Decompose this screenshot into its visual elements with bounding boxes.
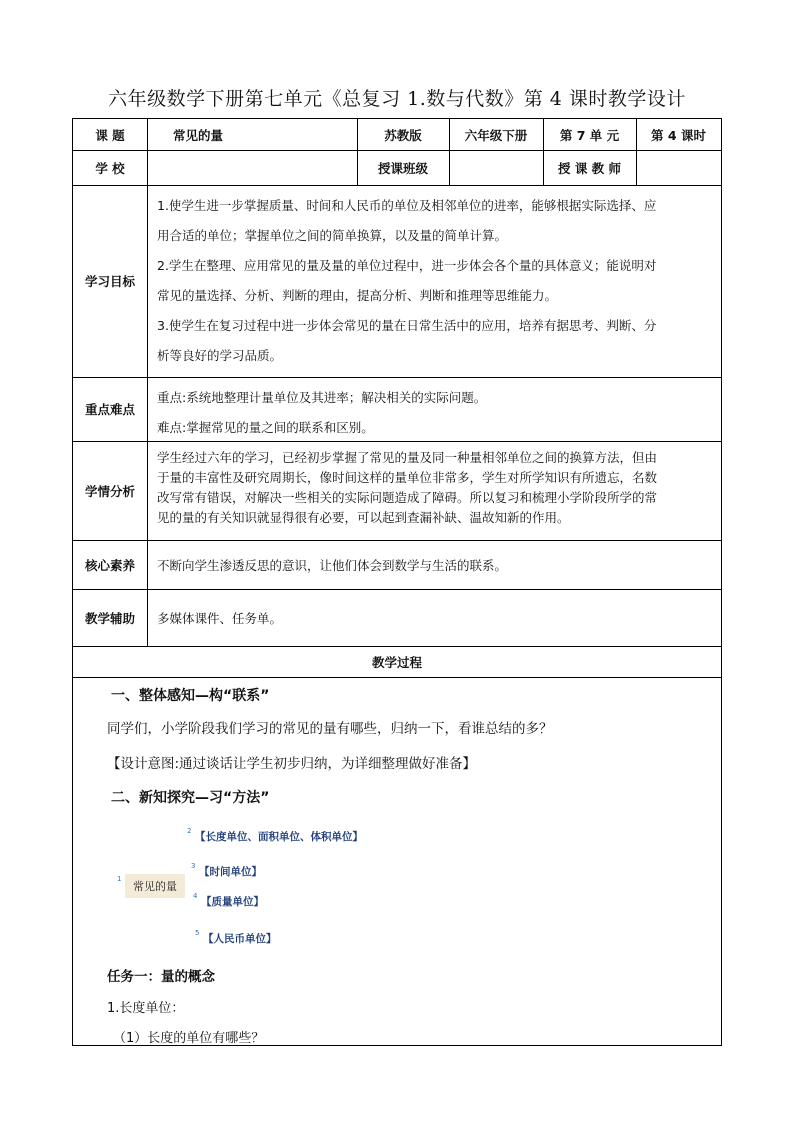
aid-text: 多媒体课件、任务单。 xyxy=(157,610,283,626)
label-key-points: 重点难点 xyxy=(84,402,135,417)
label-goals: 学习目标 xyxy=(84,274,135,289)
label-aid: 教学辅助 xyxy=(84,610,135,626)
label-class: 授课班级 xyxy=(377,160,428,176)
unit: 第 7 单 元 xyxy=(559,127,620,143)
mm-num-1: 1 xyxy=(117,875,122,883)
school-value xyxy=(153,150,353,185)
grade: 六年级下册 xyxy=(464,127,528,143)
mm-num-3: 3 xyxy=(191,862,196,870)
task-1-line-1: 1.长度单位： xyxy=(107,1001,185,1016)
mm-item-mass: 【质量单位】 xyxy=(201,896,264,908)
label-process: 教学过程 xyxy=(371,654,422,670)
label-topic: 课 题 xyxy=(95,127,125,143)
edition: 苏教版 xyxy=(384,127,422,143)
mm-num-5: 5 xyxy=(195,929,200,937)
label-teacher: 授 课 教 师 xyxy=(557,160,622,176)
mm-item-time: 【时间单位】 xyxy=(199,866,262,878)
section-1-question: 同学们，小学阶段我们学习的常见的量有哪些，归纳一下，看谁总结的多？ xyxy=(107,721,553,737)
mm-num-2: 2 xyxy=(187,827,192,835)
mm-item-length: 【长度单位、面积单位、体积单位】 xyxy=(195,831,363,843)
section-2-heading: 二、新知探究—习“方法” xyxy=(111,790,270,806)
lesson-number: 第 4 课时 xyxy=(651,127,706,143)
teacher-value xyxy=(639,150,719,185)
mm-num-4: 4 xyxy=(193,892,198,900)
task-1-heading: 任务一：量的概念 xyxy=(107,969,215,985)
label-analysis: 学情分析 xyxy=(84,483,135,499)
lesson-plan-table xyxy=(72,118,722,1046)
document-title: 六年级数学下册第七单元《总复习 1.数与代数》第 4 课时教学设计 xyxy=(108,88,686,110)
topic-value: 常见的量 xyxy=(173,127,224,143)
design-intent: 【设计意图:通过谈话让学生初步归纳，为详细整理做好准备】 xyxy=(107,756,477,772)
label-core: 核心素养 xyxy=(84,557,135,573)
core-text: 不断向学生渗透反思的意识，让他们体会到数学与生活的联系。 xyxy=(157,557,508,573)
class-value xyxy=(453,150,541,185)
section-1-heading: 一、整体感知—构“联系” xyxy=(111,688,270,704)
mm-item-money: 【人民币单位】 xyxy=(203,933,277,945)
analysis-text: 学生经过六年的学习，已经初步掌握了常见的量及同一种量相邻单位之间的换算方法，但由 于量的丰富性及研究周期长，像时间这样的量单位非常多，学生对所学知识有所遗忘，名数 改写常有错误，对解决一些相关的实际问题造成了障碍。所以复习和梳理小学阶段所学的常 见的量的有关知识就显得很有必要，可以起到查漏补缺、温故知新的作用。 xyxy=(157,450,658,525)
key-points-text: 重点:系统地整理计量单位及其进率；解决相关的实际问题。 难点:掌握常见的量之间的联系和区别。 xyxy=(157,390,487,435)
goals-text: 1.使学生进一步掌握质量、时间和人民币的单位及相邻单位的进率，能够根据实际选择、应 用合适的单位；掌握单位之间的简单换算，以及量的简单计算。 2.学生在整理、应用常见的量及量的单位过程中，进一步体会各个量的具体意义；能说明对 常见的量选择、分析、判断的理由，提高分析、判断和推理等思维能力。 3.使学生在复习过程中进一步体会常见的量在日常生活中的应用，培养有据思考、判断、分 析等良好的学习品质。 xyxy=(157,198,657,363)
label-school: 学 校 xyxy=(95,160,125,176)
mm-root: 常见的量 xyxy=(125,874,185,898)
task-1-line-2: （1）长度的单位有哪些？ xyxy=(113,1031,265,1046)
